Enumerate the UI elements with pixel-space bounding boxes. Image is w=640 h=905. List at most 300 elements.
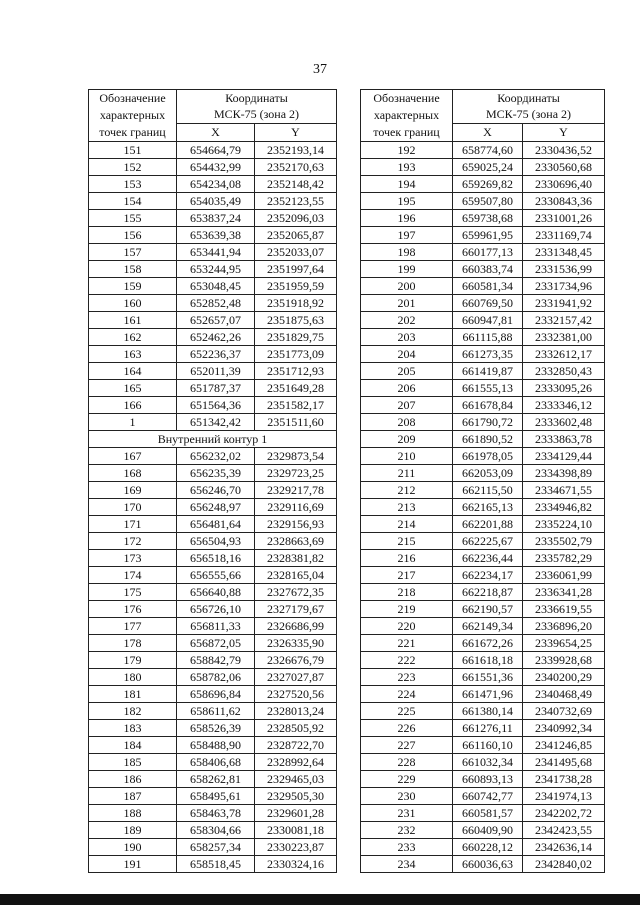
y-coordinate: 2351829,75 [255, 329, 337, 346]
coordinates-header [453, 90, 605, 124]
y-coordinate: 2333863,78 [523, 431, 605, 448]
y-coordinate: 2330696,40 [523, 176, 605, 193]
x-coordinate: 652236,37 [177, 346, 255, 363]
x-coordinate: 660769,50 [453, 295, 523, 312]
coordinates-header [177, 90, 337, 124]
y-coordinate: 2334946,82 [523, 499, 605, 516]
y-coordinate: 2341738,28 [523, 771, 605, 788]
point-number: 184 [89, 737, 177, 754]
table-row [89, 312, 337, 329]
table-row [361, 193, 605, 210]
x-coordinate: 658696,84 [177, 686, 255, 703]
x-coordinate: 661276,11 [453, 720, 523, 737]
point-number: 204 [361, 346, 453, 363]
point-number: 206 [361, 380, 453, 397]
table-row [361, 584, 605, 601]
point-number: 195 [361, 193, 453, 210]
point-number: 210 [361, 448, 453, 465]
point-number: 213 [361, 499, 453, 516]
point-number: 1 [89, 414, 177, 431]
x-coordinate: 651787,37 [177, 380, 255, 397]
point-number: 182 [89, 703, 177, 720]
x-coordinate: 652657,07 [177, 312, 255, 329]
table-row [89, 295, 337, 312]
table-row [89, 159, 337, 176]
y-coordinate: 2327179,67 [255, 601, 337, 618]
point-number: 191 [89, 856, 177, 873]
point-number: 173 [89, 550, 177, 567]
y-coordinate: 2332157,42 [523, 312, 605, 329]
table-row [361, 788, 605, 805]
table-row [89, 754, 337, 771]
x-coordinate: 661032,34 [453, 754, 523, 771]
y-coordinate: 2329601,28 [255, 805, 337, 822]
table-row [89, 584, 337, 601]
y-coordinate: 2331001,26 [523, 210, 605, 227]
y-column-header: Y [523, 123, 605, 141]
point-number: 211 [361, 465, 453, 482]
y-coordinate: 2336619,55 [523, 601, 605, 618]
point-number: 203 [361, 329, 453, 346]
point-number: 220 [361, 618, 453, 635]
y-coordinate: 2333346,12 [523, 397, 605, 414]
table-row [361, 346, 605, 363]
table-row [361, 448, 605, 465]
table-row [361, 465, 605, 482]
points-label-header [89, 90, 177, 142]
point-number: 174 [89, 567, 177, 584]
x-coordinate: 659961,95 [453, 227, 523, 244]
point-number: 165 [89, 380, 177, 397]
table-row [89, 176, 337, 193]
x-column-header: X [177, 123, 255, 141]
point-number: 192 [361, 142, 453, 159]
y-coordinate: 2339654,25 [523, 635, 605, 652]
table-row [361, 227, 605, 244]
x-coordinate: 662053,09 [453, 465, 523, 482]
x-coordinate: 656504,93 [177, 533, 255, 550]
table-left-body-a [89, 142, 337, 431]
y-coordinate: 2352065,87 [255, 227, 337, 244]
table-row [361, 720, 605, 737]
table-row [89, 771, 337, 788]
page-number: 37 [313, 62, 327, 77]
x-coordinate: 661978,05 [453, 448, 523, 465]
y-column-header: Y [255, 123, 337, 141]
x-coordinate: 660409,90 [453, 822, 523, 839]
point-number: 221 [361, 635, 453, 652]
x-coordinate: 662218,87 [453, 584, 523, 601]
x-coordinate: 658611,62 [177, 703, 255, 720]
table-row [361, 669, 605, 686]
table-row [89, 482, 337, 499]
table-row [89, 516, 337, 533]
point-number: 183 [89, 720, 177, 737]
y-coordinate: 2331941,92 [523, 295, 605, 312]
table-row [89, 550, 337, 567]
y-coordinate: 2326335,90 [255, 635, 337, 652]
coords-line-2: МСК-75 (зона 2) [213, 107, 300, 122]
y-coordinate: 2334398,89 [523, 465, 605, 482]
x-coordinate: 661380,14 [453, 703, 523, 720]
table-row [89, 805, 337, 822]
table-row [89, 278, 337, 295]
x-coordinate: 656811,33 [177, 618, 255, 635]
table-row [89, 380, 337, 397]
y-coordinate: 2330843,36 [523, 193, 605, 210]
point-number: 178 [89, 635, 177, 652]
table-row [361, 176, 605, 193]
table-row [361, 278, 605, 295]
y-coordinate: 2340732,69 [523, 703, 605, 720]
y-coordinate: 2332850,43 [523, 363, 605, 380]
y-coordinate: 2326676,79 [255, 652, 337, 669]
point-number: 153 [89, 176, 177, 193]
point-number: 186 [89, 771, 177, 788]
x-coordinate: 662201,88 [453, 516, 523, 533]
x-coordinate: 654035,49 [177, 193, 255, 210]
table-row [89, 737, 337, 754]
point-number: 167 [89, 448, 177, 465]
x-coordinate: 654664,79 [177, 142, 255, 159]
x-coordinate: 660742,77 [453, 788, 523, 805]
coordinates-table-right [360, 89, 605, 873]
point-number: 194 [361, 176, 453, 193]
point-number: 159 [89, 278, 177, 295]
y-coordinate: 2329465,03 [255, 771, 337, 788]
x-coordinate: 656872,05 [177, 635, 255, 652]
y-coordinate: 2331348,45 [523, 244, 605, 261]
y-coordinate: 2329116,69 [255, 499, 337, 516]
table-row [361, 261, 605, 278]
table-row [361, 329, 605, 346]
table-row [361, 737, 605, 754]
y-coordinate: 2351649,28 [255, 380, 337, 397]
point-number: 158 [89, 261, 177, 278]
coords-line-1: Координаты [497, 91, 560, 106]
table-row [361, 397, 605, 414]
x-coordinate: 660581,34 [453, 278, 523, 295]
x-coordinate: 661672,26 [453, 635, 523, 652]
table-right-body [361, 142, 605, 873]
y-coordinate: 2340468,49 [523, 686, 605, 703]
point-number: 166 [89, 397, 177, 414]
y-coordinate: 2352096,03 [255, 210, 337, 227]
x-coordinate: 659507,80 [453, 193, 523, 210]
x-coordinate: 656248,97 [177, 499, 255, 516]
table-row [89, 703, 337, 720]
y-coordinate: 2330081,18 [255, 822, 337, 839]
point-number: 176 [89, 601, 177, 618]
label-line-3: точек границ [373, 125, 440, 139]
x-coordinate: 661890,52 [453, 431, 523, 448]
table-row [89, 227, 337, 244]
x-coordinate: 660383,74 [453, 261, 523, 278]
table-row [89, 686, 337, 703]
y-coordinate: 2341246,85 [523, 737, 605, 754]
point-number: 224 [361, 686, 453, 703]
y-coordinate: 2328722,70 [255, 737, 337, 754]
y-coordinate: 2333095,26 [523, 380, 605, 397]
point-number: 215 [361, 533, 453, 550]
x-coordinate: 661160,10 [453, 737, 523, 754]
y-coordinate: 2352193,14 [255, 142, 337, 159]
point-number: 155 [89, 210, 177, 227]
y-coordinate: 2327027,87 [255, 669, 337, 686]
x-coordinate: 658782,06 [177, 669, 255, 686]
x-coordinate: 660228,12 [453, 839, 523, 856]
y-coordinate: 2352170,63 [255, 159, 337, 176]
table-row [361, 210, 605, 227]
table-row [89, 329, 337, 346]
table-row [89, 414, 337, 431]
y-coordinate: 2327520,56 [255, 686, 337, 703]
table-row [89, 788, 337, 805]
y-coordinate: 2331734,96 [523, 278, 605, 295]
x-coordinate: 656481,64 [177, 516, 255, 533]
table-row [89, 499, 337, 516]
y-coordinate: 2335502,79 [523, 533, 605, 550]
point-number: 222 [361, 652, 453, 669]
table-left-body-b [89, 448, 337, 873]
table-row [89, 363, 337, 380]
x-coordinate: 653639,38 [177, 227, 255, 244]
y-coordinate: 2330324,16 [255, 856, 337, 873]
table-row [89, 652, 337, 669]
y-coordinate: 2328663,69 [255, 533, 337, 550]
y-coordinate: 2329156,93 [255, 516, 337, 533]
point-number: 196 [361, 210, 453, 227]
x-coordinate: 653048,45 [177, 278, 255, 295]
x-coordinate: 658842,79 [177, 652, 255, 669]
x-coordinate: 661273,35 [453, 346, 523, 363]
point-number: 200 [361, 278, 453, 295]
y-coordinate: 2331169,74 [523, 227, 605, 244]
x-coordinate: 654234,08 [177, 176, 255, 193]
x-coordinate: 652852,48 [177, 295, 255, 312]
x-coordinate: 661555,13 [453, 380, 523, 397]
point-number: 207 [361, 397, 453, 414]
table-row [89, 261, 337, 278]
table-row [361, 533, 605, 550]
table-row [89, 465, 337, 482]
table-row [89, 669, 337, 686]
x-coordinate: 653837,24 [177, 210, 255, 227]
y-coordinate: 2329505,30 [255, 788, 337, 805]
x-coordinate: 656640,88 [177, 584, 255, 601]
point-number: 169 [89, 482, 177, 499]
point-number: 197 [361, 227, 453, 244]
x-coordinate: 662225,67 [453, 533, 523, 550]
table-row [361, 567, 605, 584]
y-coordinate: 2352148,42 [255, 176, 337, 193]
table-row [89, 720, 337, 737]
y-coordinate: 2351997,64 [255, 261, 337, 278]
y-coordinate: 2351773,09 [255, 346, 337, 363]
y-coordinate: 2342636,14 [523, 839, 605, 856]
x-coordinate: 658262,81 [177, 771, 255, 788]
label-line-2: характерных [99, 108, 166, 122]
point-number: 152 [89, 159, 177, 176]
y-coordinate: 2330560,68 [523, 159, 605, 176]
x-coordinate: 662190,57 [453, 601, 523, 618]
table-row [361, 431, 605, 448]
points-label-header [361, 90, 453, 142]
point-number: 232 [361, 822, 453, 839]
x-coordinate: 658495,61 [177, 788, 255, 805]
y-coordinate: 2336341,28 [523, 584, 605, 601]
y-coordinate: 2351712,93 [255, 363, 337, 380]
x-coordinate: 662149,34 [453, 618, 523, 635]
subheading-inner-contour: Внутренний контур 1 [89, 431, 337, 448]
table-row [89, 346, 337, 363]
table-row [89, 533, 337, 550]
x-coordinate: 656555,66 [177, 567, 255, 584]
point-number: 189 [89, 822, 177, 839]
table-row [361, 686, 605, 703]
table-row [89, 856, 337, 873]
table-row [361, 550, 605, 567]
point-number: 234 [361, 856, 453, 873]
table-row [361, 244, 605, 261]
point-number: 193 [361, 159, 453, 176]
x-coordinate: 651342,42 [177, 414, 255, 431]
y-coordinate: 2335782,29 [523, 550, 605, 567]
point-number: 180 [89, 669, 177, 686]
x-coordinate: 651564,36 [177, 397, 255, 414]
table-row [361, 499, 605, 516]
point-number: 229 [361, 771, 453, 788]
point-number: 230 [361, 788, 453, 805]
y-coordinate: 2332381,00 [523, 329, 605, 346]
x-coordinate: 660947,81 [453, 312, 523, 329]
point-number: 168 [89, 465, 177, 482]
point-number: 171 [89, 516, 177, 533]
point-number: 188 [89, 805, 177, 822]
point-number: 161 [89, 312, 177, 329]
table-row [89, 567, 337, 584]
table-row [361, 771, 605, 788]
table-row [361, 414, 605, 431]
point-number: 205 [361, 363, 453, 380]
point-number: 163 [89, 346, 177, 363]
table-row [89, 244, 337, 261]
x-coordinate: 662165,13 [453, 499, 523, 516]
x-coordinate: 661115,88 [453, 329, 523, 346]
y-coordinate: 2332612,17 [523, 346, 605, 363]
y-coordinate: 2330223,87 [255, 839, 337, 856]
x-coordinate: 660581,57 [453, 805, 523, 822]
x-coordinate: 658526,39 [177, 720, 255, 737]
y-coordinate: 2328505,92 [255, 720, 337, 737]
x-coordinate: 658406,68 [177, 754, 255, 771]
table-row [361, 754, 605, 771]
point-number: 164 [89, 363, 177, 380]
point-number: 172 [89, 533, 177, 550]
x-coordinate: 656232,02 [177, 448, 255, 465]
x-coordinate: 661678,84 [453, 397, 523, 414]
point-number: 190 [89, 839, 177, 856]
x-coordinate: 658257,34 [177, 839, 255, 856]
x-coordinate: 662234,17 [453, 567, 523, 584]
point-number: 208 [361, 414, 453, 431]
point-number: 202 [361, 312, 453, 329]
point-number: 187 [89, 788, 177, 805]
y-coordinate: 2334671,55 [523, 482, 605, 499]
point-number: 212 [361, 482, 453, 499]
y-coordinate: 2342202,72 [523, 805, 605, 822]
y-coordinate: 2326686,99 [255, 618, 337, 635]
x-coordinate: 660036,63 [453, 856, 523, 873]
point-number: 160 [89, 295, 177, 312]
table-row [361, 601, 605, 618]
point-number: 227 [361, 737, 453, 754]
x-coordinate: 660177,13 [453, 244, 523, 261]
x-coordinate: 656235,39 [177, 465, 255, 482]
y-coordinate: 2340200,29 [523, 669, 605, 686]
table-row [361, 142, 605, 159]
x-column-header: X [453, 123, 523, 141]
point-number: 154 [89, 193, 177, 210]
x-coordinate: 661618,18 [453, 652, 523, 669]
label-line-1: Обозначение [373, 91, 440, 105]
y-coordinate: 2334129,44 [523, 448, 605, 465]
x-coordinate: 658774,60 [453, 142, 523, 159]
y-coordinate: 2330436,52 [523, 142, 605, 159]
point-number: 175 [89, 584, 177, 601]
y-coordinate: 2333602,48 [523, 414, 605, 431]
point-number: 233 [361, 839, 453, 856]
y-coordinate: 2351875,63 [255, 312, 337, 329]
table-row [361, 380, 605, 397]
y-coordinate: 2339928,68 [523, 652, 605, 669]
x-coordinate: 652462,26 [177, 329, 255, 346]
table-row [89, 210, 337, 227]
point-number: 219 [361, 601, 453, 618]
y-coordinate: 2342423,55 [523, 822, 605, 839]
table-row [89, 193, 337, 210]
point-number: 185 [89, 754, 177, 771]
y-coordinate: 2342840,02 [523, 856, 605, 873]
y-coordinate: 2328165,04 [255, 567, 337, 584]
x-coordinate: 658488,90 [177, 737, 255, 754]
table-row [361, 635, 605, 652]
subheading-section [89, 431, 337, 448]
y-coordinate: 2336896,20 [523, 618, 605, 635]
table-row [89, 635, 337, 652]
table-row [361, 159, 605, 176]
table-row [361, 856, 605, 873]
x-coordinate: 661551,36 [453, 669, 523, 686]
subheading-row [89, 431, 337, 448]
coords-line-2: МСК-75 (зона 2) [485, 107, 572, 122]
y-coordinate: 2336061,99 [523, 567, 605, 584]
coordinates-table-left [88, 89, 337, 873]
x-coordinate: 659025,24 [453, 159, 523, 176]
table-row [361, 618, 605, 635]
scan-edge-bar [0, 894, 640, 905]
table-row [89, 839, 337, 856]
point-number: 162 [89, 329, 177, 346]
table-row [361, 516, 605, 533]
point-number: 209 [361, 431, 453, 448]
y-coordinate: 2329723,25 [255, 465, 337, 482]
x-coordinate: 656246,70 [177, 482, 255, 499]
point-number: 177 [89, 618, 177, 635]
point-number: 201 [361, 295, 453, 312]
point-number: 199 [361, 261, 453, 278]
y-coordinate: 2341495,68 [523, 754, 605, 771]
